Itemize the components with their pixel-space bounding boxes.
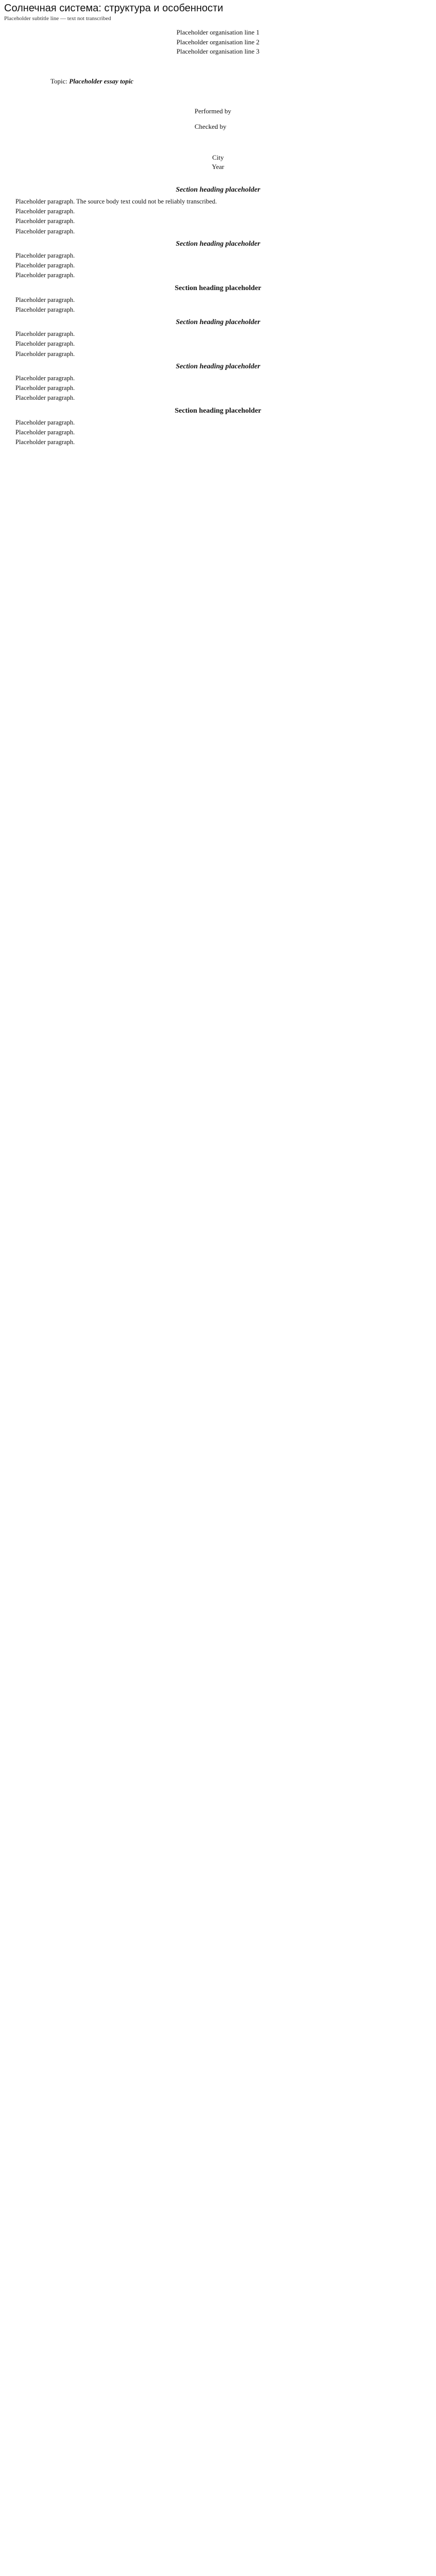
topic-title: Placeholder essay topic xyxy=(69,77,134,86)
org-line: Placeholder organisation line 2 xyxy=(176,38,260,46)
body-paragraph: Placeholder paragraph. xyxy=(15,272,75,279)
title-page-org xyxy=(4,28,432,57)
body-paragraph: Placeholder paragraph. xyxy=(15,296,75,303)
body-paragraph: Placeholder paragraph. xyxy=(15,340,75,348)
section xyxy=(4,284,432,315)
body-paragraph: Placeholder paragraph. The source body text could not be reliably transcribed. xyxy=(15,197,217,205)
performed-by-label: Performed by xyxy=(195,107,232,115)
section-heading: Section heading placeholder xyxy=(176,185,260,194)
section xyxy=(4,407,432,447)
city-year xyxy=(4,153,432,172)
section-heading: Section heading placeholder xyxy=(176,318,260,327)
section xyxy=(4,363,432,403)
topic-line xyxy=(50,77,432,86)
section-heading: Section heading placeholder xyxy=(175,406,261,415)
body-paragraph: Placeholder paragraph. xyxy=(15,262,75,269)
section xyxy=(4,318,432,359)
document-body xyxy=(4,186,432,447)
body-paragraph: Placeholder paragraph. xyxy=(15,251,75,259)
body-paragraph: Placeholder paragraph. xyxy=(15,418,75,426)
body-paragraph: Placeholder paragraph. xyxy=(15,428,75,436)
body-paragraph: Placeholder paragraph. xyxy=(15,208,75,215)
body-paragraph: Placeholder paragraph. xyxy=(15,374,75,382)
body-paragraph: Placeholder paragraph. xyxy=(15,350,75,358)
body-paragraph: Placeholder paragraph. xyxy=(15,384,75,392)
page-title: Солнечная система: структура и особенности xyxy=(4,3,223,14)
city: City xyxy=(212,153,224,161)
section xyxy=(4,186,432,236)
section xyxy=(4,240,432,280)
body-paragraph: Placeholder paragraph. xyxy=(15,394,75,402)
section-heading: Section heading placeholder xyxy=(176,240,260,248)
body-paragraph: Placeholder paragraph. xyxy=(15,438,75,446)
checked-by-label: Checked by xyxy=(195,123,226,131)
body-paragraph: Placeholder paragraph. xyxy=(15,227,75,235)
org-line: Placeholder organisation line 1 xyxy=(176,28,260,36)
body-paragraph: Placeholder paragraph. xyxy=(15,330,75,338)
body-paragraph: Placeholder paragraph. xyxy=(15,217,75,225)
org-line: Placeholder organisation line 3 xyxy=(176,47,260,56)
page-subtitle: Placeholder subtitle line — text not transcribed xyxy=(4,15,111,22)
author-block xyxy=(189,106,432,132)
section-heading: Section heading placeholder xyxy=(175,284,261,292)
year: Year xyxy=(212,162,224,171)
topic-prefix: Topic: xyxy=(50,77,68,86)
section-heading: Section heading placeholder xyxy=(176,362,260,370)
body-paragraph: Placeholder paragraph. xyxy=(15,306,75,313)
